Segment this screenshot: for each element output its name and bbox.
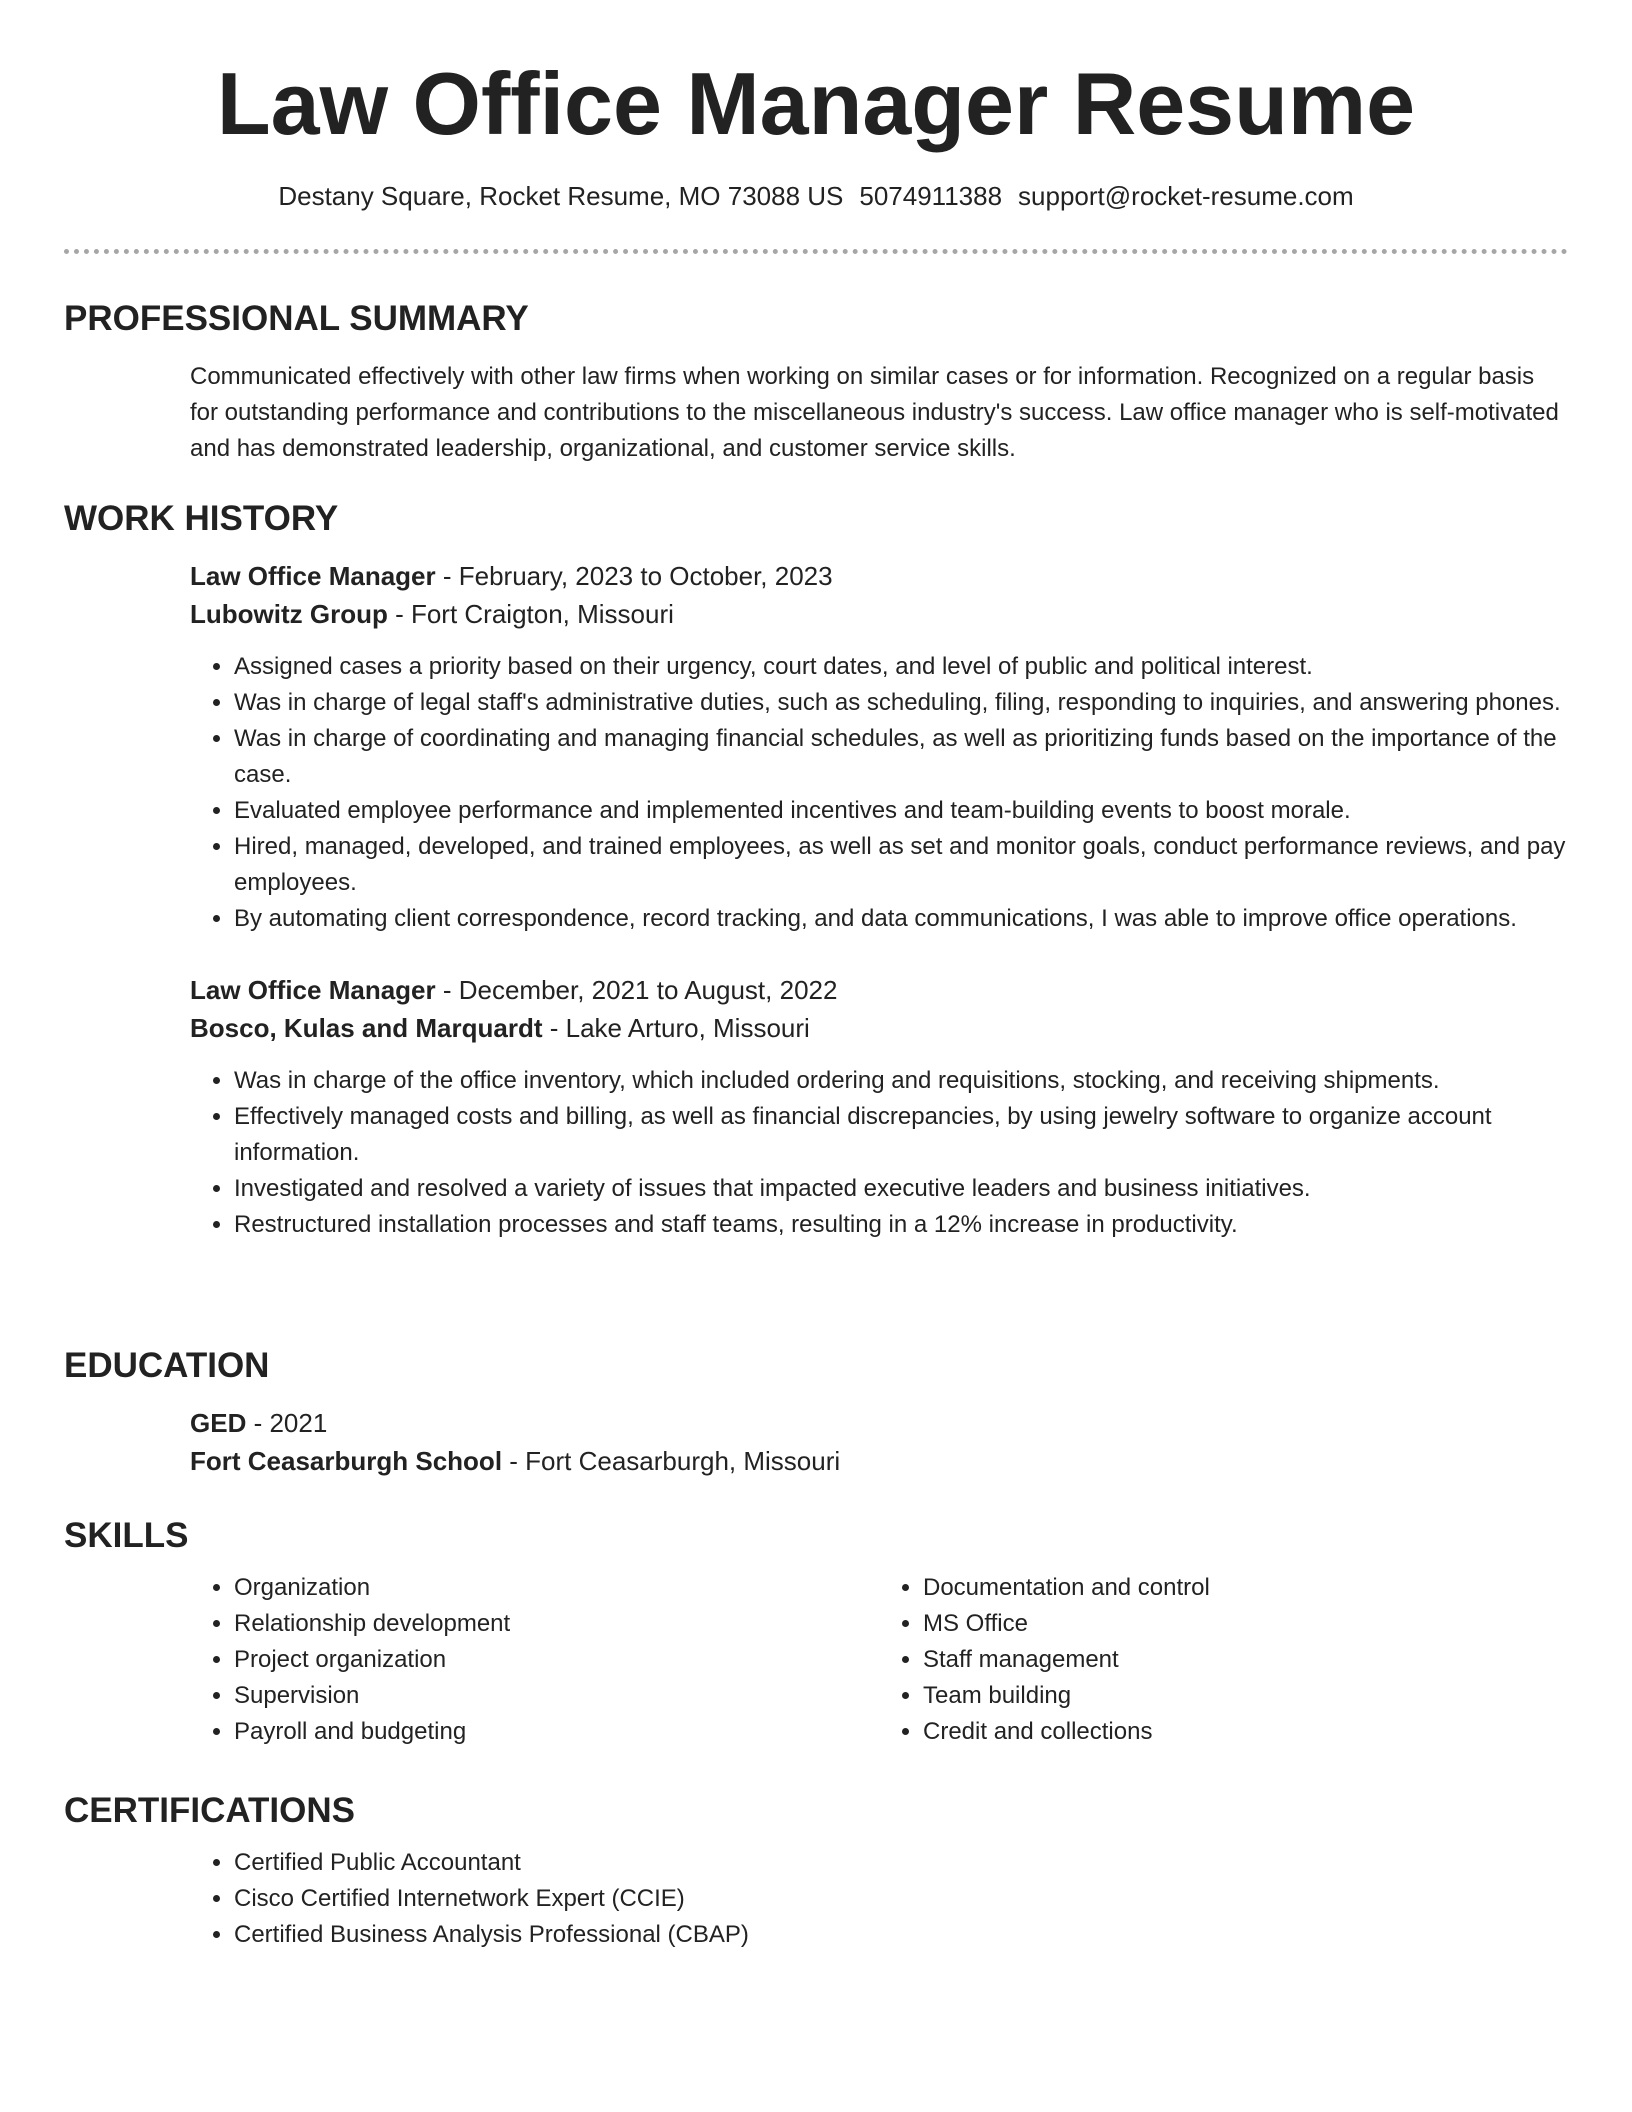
list-item: • Team building xyxy=(923,1678,1568,1714)
header-divider xyxy=(64,249,1568,254)
list-item: • Payroll and budgeting xyxy=(234,1714,879,1750)
job-title: Law Office Manager xyxy=(190,975,436,1005)
certifications-section xyxy=(64,1789,1568,1953)
job-title-line xyxy=(190,557,1568,595)
job-company: Lubowitz Group xyxy=(190,599,388,629)
school-location: - Fort Ceasarburgh, Missouri xyxy=(502,1446,841,1476)
list-item: • Hired, managed, developed, and trained employees, as well as set and monitor goals, conduct performance reviews, and pay employees. xyxy=(234,829,1568,901)
list-item: • Credit and collections xyxy=(923,1714,1568,1750)
school-name: Fort Ceasarburgh School xyxy=(190,1446,503,1476)
list-item: • Was in charge of legal staff's administrative duties, such as scheduling, filing, responding to inquiries, and answering phones. xyxy=(234,685,1568,721)
list-item: • Effectively managed costs and billing, as well as financial discrepancies, by using jewelry software to organize account information. xyxy=(234,1099,1568,1171)
list-item: • Organization xyxy=(234,1570,879,1606)
job-entry xyxy=(190,971,1568,1243)
job-entry xyxy=(190,557,1568,937)
job-dates: - February, 2023 to October, 2023 xyxy=(435,561,833,591)
list-item: • Evaluated employee performance and implemented incentives and team-building events to boost morale. xyxy=(234,793,1568,829)
skills-list-right xyxy=(879,1570,1568,1750)
list-item: • Staff management xyxy=(923,1642,1568,1678)
degree-year: - 2021 xyxy=(246,1408,328,1438)
resume-title: Law Office Manager Resume xyxy=(216,54,1416,153)
work-history-heading: WORK HISTORY xyxy=(64,499,339,538)
school-line xyxy=(190,1442,1568,1480)
education-section xyxy=(64,1344,1568,1480)
list-item: • Was in charge of the office inventory, which included ordering and requisitions, stocking, and receiving shipments. xyxy=(234,1063,1568,1099)
job-location: - Fort Craigton, Missouri xyxy=(387,599,674,629)
contact-email: support@rocket-resume.com xyxy=(1018,181,1354,211)
list-item: • Investigated and resolved a variety of issues that impacted executive leaders and business initiatives. xyxy=(234,1171,1568,1207)
list-item: • Certified Public Accountant xyxy=(234,1845,1568,1881)
summary-section xyxy=(64,297,1568,467)
job-title-line xyxy=(190,971,1568,1009)
contact-line xyxy=(0,178,1632,214)
list-item: • Certified Business Analysis Professional (CBAP) xyxy=(234,1917,1568,1953)
list-item: • Restructured installation processes and staff teams, resulting in a 12% increase in productivity. xyxy=(234,1207,1568,1243)
list-item: • Assigned cases a priority based on their urgency, court dates, and level of public and political interest. xyxy=(234,649,1568,685)
list-item: • Documentation and control xyxy=(923,1570,1568,1606)
list-item: • Project organization xyxy=(234,1642,879,1678)
summary-heading: PROFESSIONAL SUMMARY xyxy=(64,299,529,338)
job-dates: - December, 2021 to August, 2022 xyxy=(435,975,838,1005)
job-company: Bosco, Kulas and Marquardt xyxy=(190,1013,543,1043)
job-bullets xyxy=(190,1063,1568,1243)
work-history-section xyxy=(64,497,1568,1243)
job-company-line xyxy=(190,1009,1568,1047)
job-company-line xyxy=(190,595,1568,633)
contact-address: Destany Square, Rocket Resume, MO 73088 US xyxy=(278,181,844,211)
education-heading: EDUCATION xyxy=(64,1346,270,1385)
summary-text: Communicated effectively with other law firms when working on similar cases or for information. Recognized on a regular basis for outstanding performance and contributions to the miscellaneous industry's success. Law office manager who is self-motivated and has demonstrated leadership, organizational, and customer service skills. xyxy=(190,363,1559,462)
job-title: Law Office Manager xyxy=(190,561,436,591)
contact-phone: 5074911388 xyxy=(859,181,1003,211)
list-item: • Cisco Certified Internetwork Expert (CCIE) xyxy=(234,1881,1568,1917)
skills-columns xyxy=(190,1570,1568,1750)
skills-heading: SKILLS xyxy=(64,1516,189,1555)
list-item: • MS Office xyxy=(923,1606,1568,1642)
list-item: • Relationship development xyxy=(234,1606,879,1642)
list-item: • Supervision xyxy=(234,1678,879,1714)
job-location: - Lake Arturo, Missouri xyxy=(542,1013,810,1043)
skills-list-left xyxy=(190,1570,879,1750)
list-item: • Was in charge of coordinating and managing financial schedules, as well as prioritizing funds based on the importance of the case. xyxy=(234,721,1568,793)
certifications-heading: CERTIFICATIONS xyxy=(64,1791,356,1830)
certifications-list xyxy=(190,1845,1568,1953)
list-item: • By automating client correspondence, record tracking, and data communications, I was able to improve office operations. xyxy=(234,901,1568,937)
degree-line xyxy=(190,1404,1568,1442)
degree: GED xyxy=(190,1408,247,1438)
job-bullets xyxy=(190,649,1568,937)
skills-section xyxy=(64,1514,1568,1750)
